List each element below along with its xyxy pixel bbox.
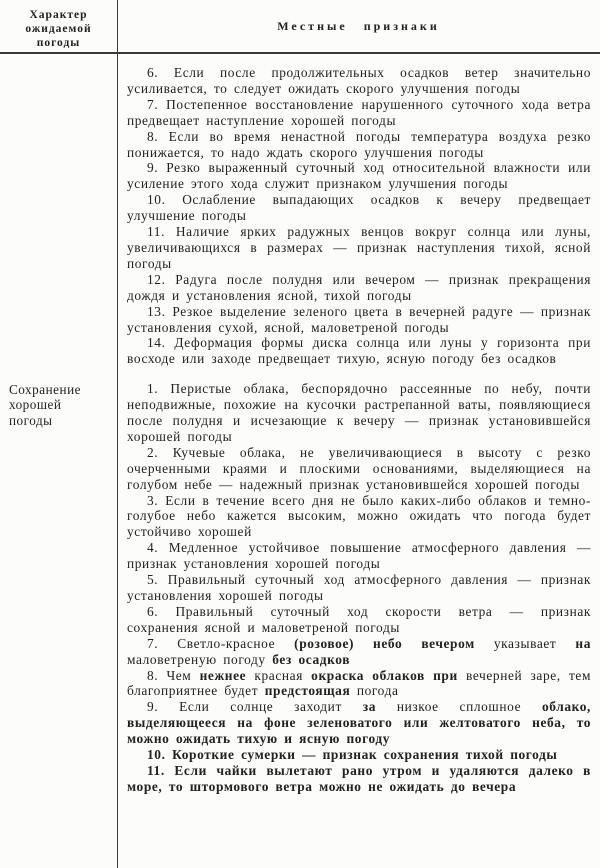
sign-text-segment: 3. Если в течение всего дня не было каких-либо облаков и темно-голубое небо кажется высоким, можно ожидать что погода будет устойчиво хорошей xyxy=(127,492,591,540)
sign-text-segment: 10. Ослабление выпадающих осадков к вечеру предвещает улучшение погоды xyxy=(127,192,591,224)
sign-text-segment: 14. Деформация формы диска солнца или луны у горизонта при восходе или заходе предвещает тихую, ясную погоду без осадков xyxy=(127,335,591,367)
sign-item xyxy=(127,572,591,604)
section-items xyxy=(117,381,600,795)
sign-text-segment: окраска облаков при xyxy=(311,667,466,683)
sign-text-segment: 1. Перистые облака, беспорядочно рассеянные по небу, почти неподвижные, похожие на кусочки растрепанной ваты, появляющиеся после полудня и исчезающие к вечеру — признак установившейся хорошей погоды xyxy=(127,381,591,444)
sign-text-segment: на xyxy=(575,635,591,651)
sign-text-segment: за xyxy=(362,699,397,715)
sign-text-segment: вечерней заре, тем благоприятнее будет xyxy=(127,667,592,699)
sign-text-segment: 11. Наличие ярких радужных венцов вокруг солнца или луны, увеличивающихся в размерах — признак наступления тихой, ясной погоды xyxy=(127,224,591,271)
section-label: Сохранение хорошей погоды xyxy=(9,382,81,428)
sign-item xyxy=(127,381,591,445)
sign-item xyxy=(127,636,591,668)
sign-item xyxy=(127,540,591,572)
table-body xyxy=(0,54,600,868)
sign-item xyxy=(127,129,591,161)
table-section-row xyxy=(0,381,600,795)
sign-item xyxy=(127,493,591,541)
sign-text-segment: облако, выделяющееся на фоне зеленоватого или желтоватого неба, то можно ожидать тихую и ясную погоду xyxy=(127,699,591,747)
sign-text-segment: указывает xyxy=(493,635,576,651)
table-header-row xyxy=(0,0,600,52)
sign-text-segment: (розовое) небо вечером xyxy=(294,635,494,651)
sign-item xyxy=(127,763,591,795)
sign-item xyxy=(127,304,591,336)
sign-text-segment: 9. Если солнце заходит xyxy=(147,699,363,715)
section-label xyxy=(0,65,117,367)
sign-text-segment: 2. Кучевые облака, не увеличивающиеся в высоту с резко очерченными краями и плоскими основаниями, выделяющиеся на голубом небе — надежный признак установившейся хорошей погоды xyxy=(127,444,591,492)
sign-item xyxy=(127,97,591,129)
sign-text-segment: без осадков xyxy=(272,651,351,667)
sign-item xyxy=(127,224,591,272)
section-items xyxy=(117,65,600,367)
header-cell-local-signs: Местные признаки xyxy=(277,18,440,33)
sign-item xyxy=(127,272,591,304)
sign-text-segment: 6. Если после продолжительных осадков ветер значительно усиливается, то следует ожидать скорого улучшения погоды xyxy=(127,65,591,96)
sign-text-segment: 12. Радуга после полудня или вечером — признак прекращения дождя и установления ясной, тихой погоды xyxy=(127,271,591,303)
sign-item xyxy=(127,747,591,763)
sign-text-segment: 7. Постепенное восстановление нарушенного суточного хода ветра предвещает наступление хорошей погоды xyxy=(127,96,591,128)
sign-text-segment: предстоящая xyxy=(264,683,357,699)
sign-text-segment: погода xyxy=(356,683,399,699)
sign-text-segment: 13. Резкое выделение зеленого цвета в вечерней радуге — признак установления сухой, ясной, маловетреной погоды xyxy=(127,303,591,335)
sign-text-segment: красная xyxy=(254,667,312,683)
sign-text-segment: 8. Если во время ненастной погоды температура воздуха резко понижается, то надо ждать скорого улучшения погоды xyxy=(127,128,591,160)
sign-text-segment: 9. Резко выраженный суточный ход относительной влажности или усиление этого хода служит признаком улучшения погоды xyxy=(127,160,591,192)
header-cell-expected-weather: Характер ожидаемой погоды xyxy=(25,8,92,49)
table-section-row xyxy=(0,65,600,367)
sign-text-segment: низкое сплошное xyxy=(396,699,542,715)
sign-text-segment: 8. Чем xyxy=(147,667,200,683)
sign-item xyxy=(127,335,591,367)
sign-item xyxy=(127,160,591,192)
sign-item xyxy=(127,668,591,700)
sign-item xyxy=(127,604,591,636)
sign-text-segment: 4. Медленное устойчивое повышение атмосферного давления — признак установления хорошей погоды xyxy=(127,540,591,572)
sign-text-segment: 6. Правильный суточный ход скорости ветра — признак сохранения ясной и маловетреной погоды xyxy=(127,603,591,635)
sign-text-segment: маловетреную погоду xyxy=(127,651,273,667)
sign-text-segment: 10. Короткие сумерки — признак сохранения тихой погоды xyxy=(147,747,558,763)
sign-text-segment: 7. Светло-красное xyxy=(147,635,295,651)
sign-text-segment: нежнее xyxy=(199,667,255,683)
sign-text-segment: 11. Если чайки вылетают рано утром и удаляются далеко в море, то штормового ветра можно не ожидать до вечера xyxy=(127,762,591,794)
sign-item xyxy=(127,699,591,747)
sign-item xyxy=(127,445,591,493)
sign-text-segment: 5. Правильный суточный ход атмосферного давления — признак установления хорошей погоды xyxy=(127,572,591,603)
sign-item xyxy=(127,65,591,97)
sign-item xyxy=(127,192,591,224)
